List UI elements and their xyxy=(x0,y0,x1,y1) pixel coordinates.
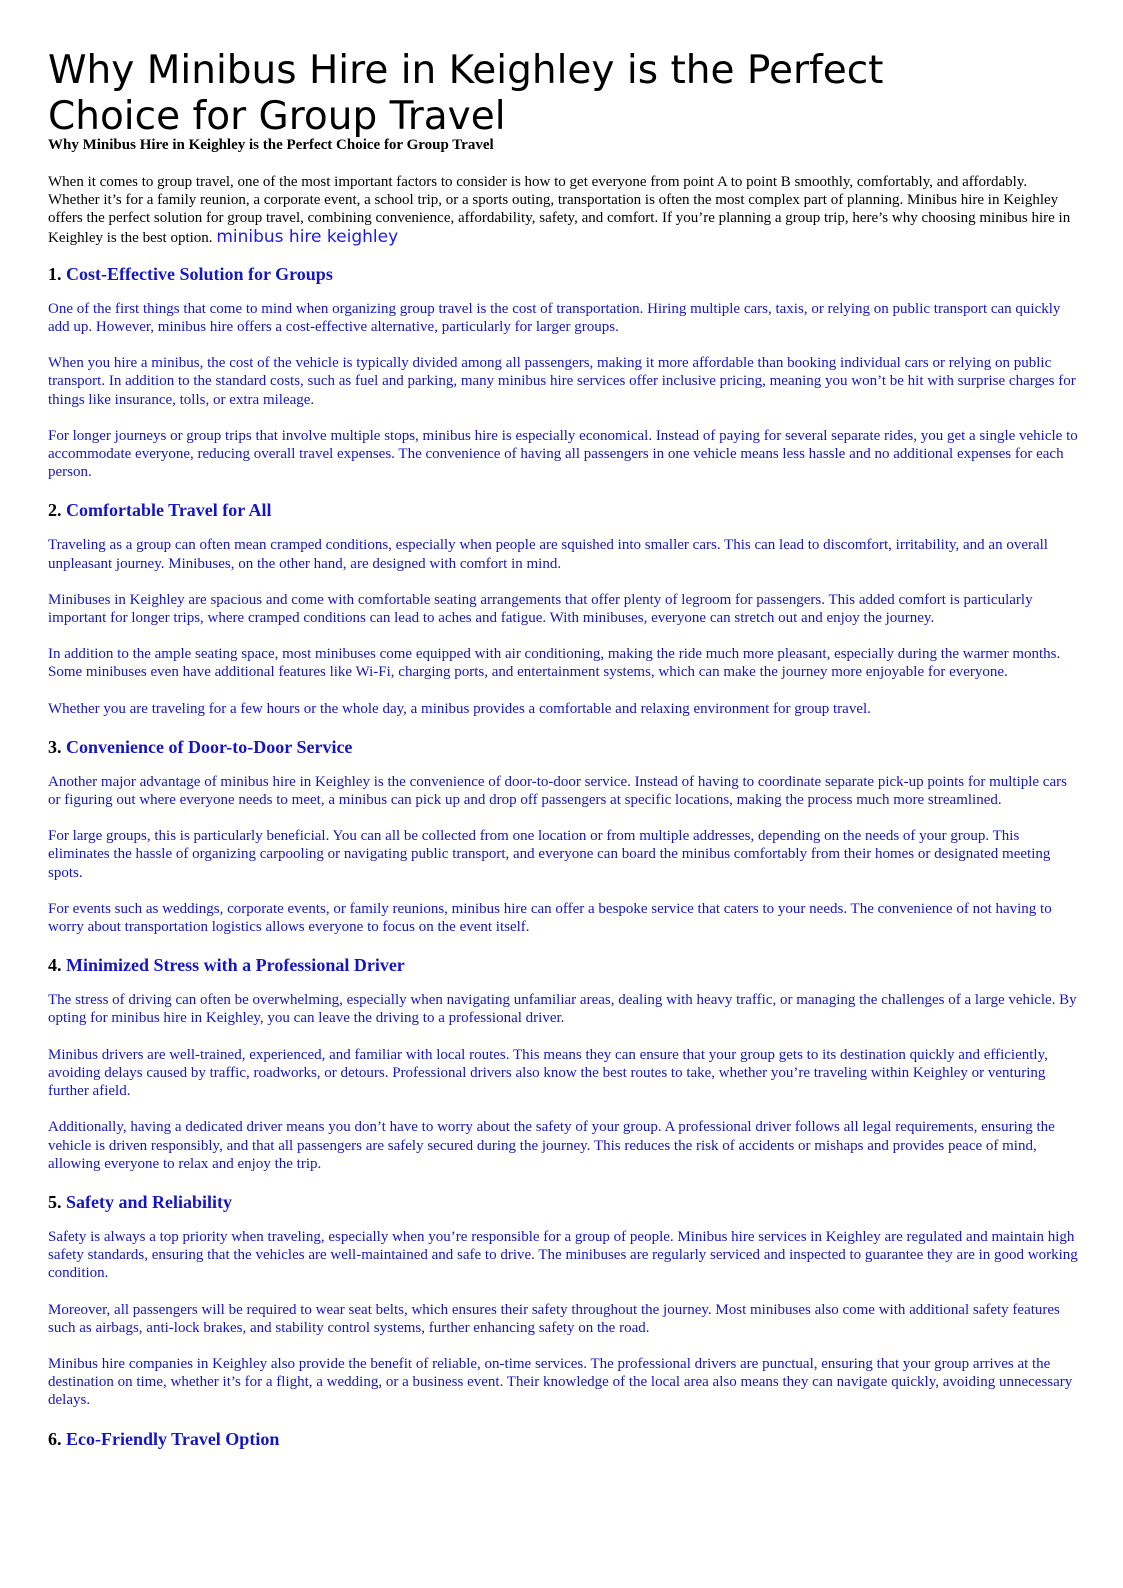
section-paragraph: Whether you are traveling for a few hours or the whole day, a minibus provides a comfortable and relaxing environment for group travel. xyxy=(48,700,871,717)
section-6 xyxy=(48,1428,1080,1450)
minibus-hire-link[interactable]: minibus hire keighley xyxy=(216,226,399,247)
intro-text: When it comes to group travel, one of the most important factors to consider is how to get everyone from point A to point B smoothly, comfortably, and affordably. Whether it’s for a family reunion, a corporate event, a school trip, or a sports outing, transportation is often the most complex part of planning. Minibus hire in Keighley offers the perfect solution for group travel, combining convenience, affordability, safety, and comfort. If you’re planning a group trip, here’s why choosing minibus hire in Keighley is the best option. xyxy=(48,174,1071,246)
section-5 xyxy=(48,1191,1080,1410)
section-heading xyxy=(48,499,1080,521)
intro-paragraph xyxy=(48,173,1080,247)
section-paragraph: In addition to the ample seating space, most minibuses come equipped with air conditioning, making the ride much more pleasant, especially during the warmer months. Some minibuses even have additional features like Wi-Fi, charging ports, and entertainment systems, which can make the journey more enjoyable for everyone. xyxy=(48,646,1061,681)
document-title: Why Minibus Hire in Keighley is the Perfect Choice for Group Travel xyxy=(48,48,884,139)
section-paragraph: Moreover, all passengers will be required to wear seat belts, which ensures their safety throughout the journey. Most minibuses also come with additional safety features such as airbags, anti-lock brakes, and stability control systems, further enhancing safety on the road. xyxy=(48,1301,1060,1336)
section-heading-text: Safety and Reliability xyxy=(66,1191,233,1212)
section-heading-text: Minimized Stress with a Professional Driver xyxy=(66,955,405,976)
section-paragraph: Safety is always a top priority when traveling, especially when you’re responsible for a group of people. Minibus hire services in Keighley are regulated and maintain high safety standards, ensuring that the vehicles are well-maintained and safe to drive. The minibuses are regularly serviced and inspected to guarantee they are in good working condition. xyxy=(48,1228,1078,1282)
section-heading-text: Eco-Friendly Travel Option xyxy=(66,1428,280,1449)
document-subtitle: Why Minibus Hire in Keighley is the Perfect Choice for Group Travel xyxy=(48,137,494,153)
section-1 xyxy=(48,263,1080,482)
section-heading-text: Convenience of Door-to-Door Service xyxy=(66,736,353,757)
sections-container xyxy=(48,263,1080,1450)
section-heading-text: Comfortable Travel for All xyxy=(66,500,272,521)
section-paragraph: Minibus drivers are well-trained, experienced, and familiar with local routes. This means they can ensure that your group gets to its destination quickly and efficiently, avoiding delays caused by traffic, roadworks, or detours. Professional drivers also know the best routes to take, whether you’re traveling within Keighley or venturing further afield. xyxy=(48,1046,1048,1100)
section-paragraph: Another major advantage of minibus hire in Keighley is the convenience of door-to-door service. Instead of having to coordinate separate pick-up points for multiple cars or figuring out where everyone needs to meet, a minibus can pick up and drop off passengers at specific locations, making the process much more streamlined. xyxy=(48,773,1067,809)
section-paragraph: Additionally, having a dedicated driver means you don’t have to worry about the safety of your group. A professional driver follows all legal requirements, ensuring the vehicle is driven responsibly, and that all passengers are safely secured during the journey. This reduces the risk of accidents or mishaps and provides peace of mind, allowing everyone to relax and enjoy the trip. xyxy=(48,1119,1055,1172)
section-2 xyxy=(48,499,1080,717)
section-number: 4. xyxy=(48,955,62,976)
section-heading xyxy=(48,736,1080,758)
section-heading xyxy=(48,954,1080,976)
section-number: 3. xyxy=(48,736,62,757)
section-paragraph: For longer journeys or group trips that involve multiple stops, minibus hire is especially economical. Instead of paying for several separate rides, you get a single vehicle to accommodate everyone, reducing overall travel expenses. The convenience of having all passengers in one vehicle means less hassle and no additional expenses for each person. xyxy=(48,427,1078,481)
section-heading xyxy=(48,263,1080,285)
section-paragraph: Minibuses in Keighley are spacious and come with comfortable seating arrangements that offer plenty of legroom for passengers. This added comfort is particularly important for longer trips, where cramped conditions can lead to aches and fatigue. With minibuses, everyone can stretch out and enjoy the journey. xyxy=(48,591,1033,627)
section-paragraph: The stress of driving can often be overwhelming, especially when navigating unfamiliar areas, dealing with heavy traffic, or managing the challenges of a large vehicle. By opting for minibus hire in Keighley, you can leave the driving to a professional driver. xyxy=(48,992,1077,1027)
section-paragraph: Minibus hire companies in Keighley also provide the benefit of reliable, on-time services. The professional drivers are punctual, ensuring that your group arrives at the destination on time, whether it’s for a flight, a wedding, or a business event. Their knowledge of the local area also means they can navigate quickly, avoiding unnecessary delays. xyxy=(48,1355,1073,1409)
section-paragraph: For events such as weddings, corporate events, or family reunions, minibus hire can offer a bespoke service that caters to your needs. The convenience of not having to worry about transportation logistics allows everyone to focus on the event itself. xyxy=(48,900,1052,936)
section-number: 1. xyxy=(48,263,62,284)
section-4 xyxy=(48,954,1080,1173)
section-number: 5. xyxy=(48,1191,62,1212)
section-3 xyxy=(48,736,1080,936)
section-heading-text: Cost-Effective Solution for Groups xyxy=(66,263,333,284)
section-paragraph: Traveling as a group can often mean cramped conditions, especially when people are squished into smaller cars. This can lead to discomfort, irritability, and an overall unpleasant journey. Minibuses, on the other hand, are designed with comfort in mind. xyxy=(48,537,1048,572)
document-page xyxy=(48,48,1080,1465)
section-paragraph: When you hire a minibus, the cost of the vehicle is typically divided among all passengers, making it more affordable than booking individual cars or relying on public transport. In addition to the standard costs, such as fuel and parking, many minibus hire services offer inclusive pricing, meaning you won’t be hit with surprise charges for things like insurance, tolls, or extra mileage. xyxy=(48,355,1076,408)
section-heading xyxy=(48,1191,1080,1213)
section-number: 6. xyxy=(48,1428,62,1449)
section-number: 2. xyxy=(48,500,62,521)
section-paragraph: One of the first things that come to mind when organizing group travel is the cost of transportation. Hiring multiple cars, taxis, or relying on public transport can quickly add up. However, minibus hire offers a cost-effective alternative, particularly for larger groups. xyxy=(48,300,1061,336)
section-heading xyxy=(48,1428,1080,1450)
section-paragraph: For large groups, this is particularly beneficial. You can all be collected from one location or from multiple addresses, depending on the needs of your group. This eliminates the hassle of organizing carpooling or navigating public transport, and everyone can board the minibus comfortably from their homes or designated meeting spots. xyxy=(48,828,1051,881)
